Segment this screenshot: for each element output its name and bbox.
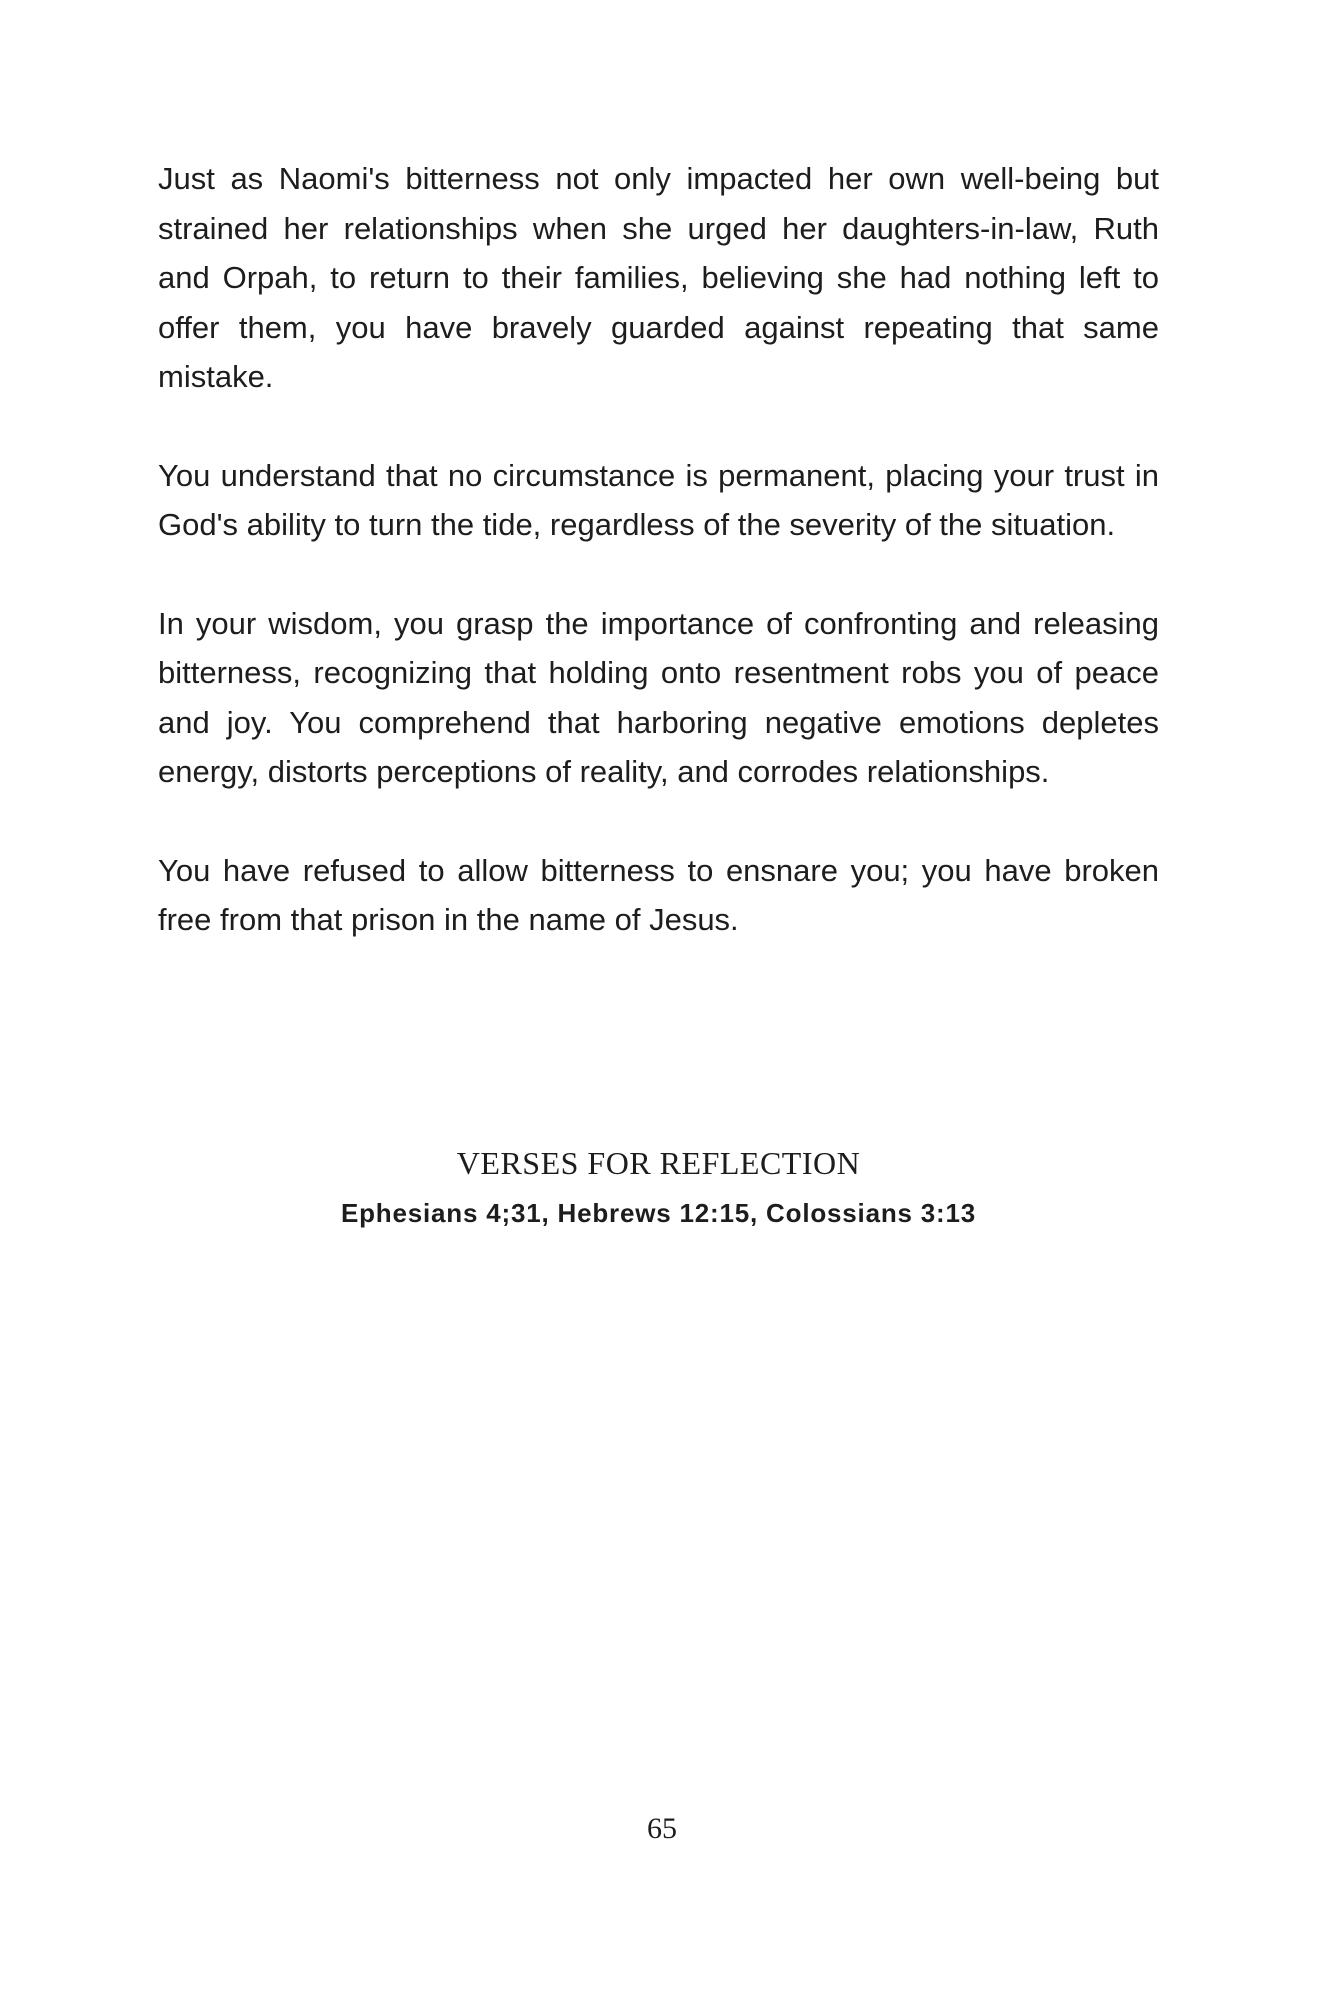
paragraph-1: Just as Naomi's bitterness not only impacted her own well-being but strained her relationships when she urged her daughters-in-law, Ruth and Orpah, to return to their families, believing she had nothing left to offer them, you have bravely guarded against repeating that same mistake. — [158, 161, 1159, 394]
verse-references: Ephesians 4;31, Hebrews 12:15, Colossians 3:13 — [340, 1198, 977, 1228]
verses-heading: VERSES FOR REFLECTION — [456, 1145, 861, 1181]
paragraph-3: In your wisdom, you grasp the importance of confronting and releasing bitterness, recognizing that holding onto resentment robs you of peace and joy. You comprehend that harboring negative emotions depletes energy, distorts perceptions of reality, and corrodes relationships. — [158, 605, 1159, 789]
paragraph-4: You have refused to allow bitterness to ensnare you; you have broken free from that prison in the name of Jesus. — [158, 852, 1159, 937]
body-text — [158, 154, 1159, 994]
paragraph-2: You understand that no circumstance is permanent, placing your trust in God's ability to turn the tide, regardless of the severity of the situation. — [158, 457, 1159, 542]
verses-section — [158, 1141, 1159, 1231]
page-number: 65 — [647, 1812, 677, 1845]
